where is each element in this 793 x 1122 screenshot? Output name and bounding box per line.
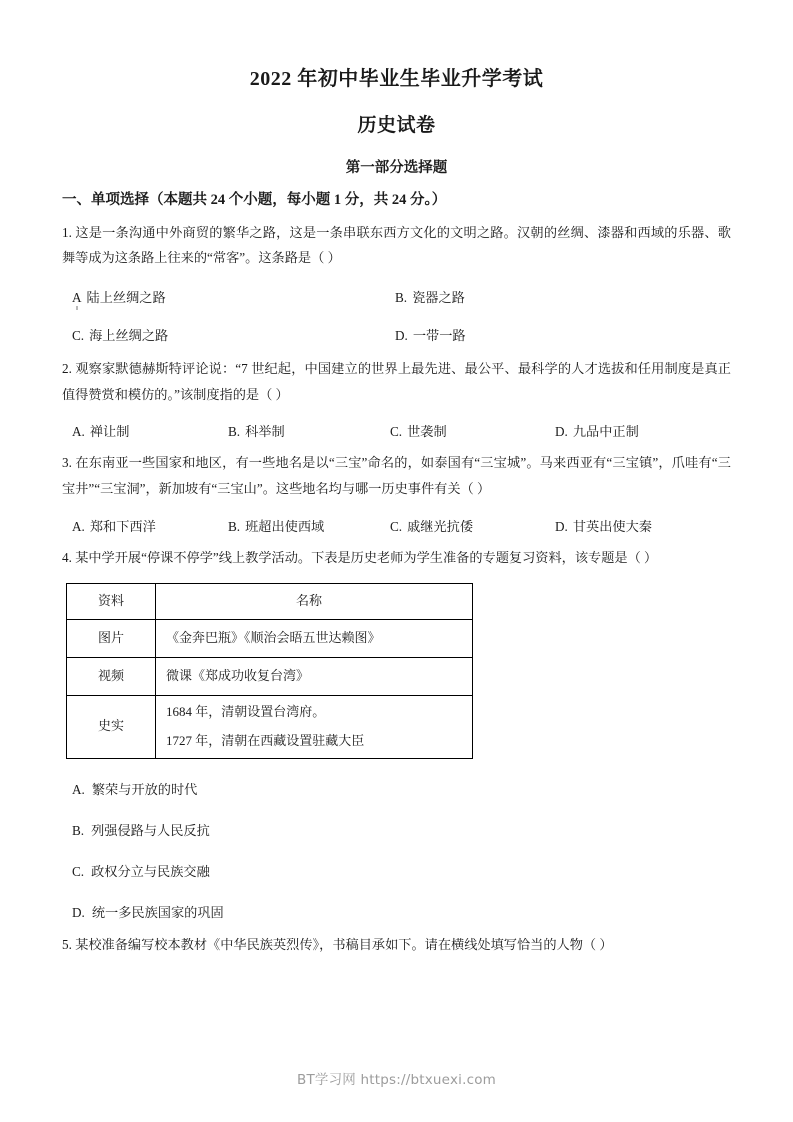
table-header-name: 名称 — [156, 583, 473, 619]
option-text: 戚继光抗倭 — [407, 518, 474, 534]
option-4-C[interactable] — [62, 841, 731, 882]
option-text: 一带一路 — [412, 328, 466, 344]
option-1-D[interactable] — [395, 325, 466, 346]
option-label: D. — [555, 518, 568, 534]
question-1-text: 1. 这是一条沟通中外商贸的繁华之路，这是一条串联东西方文化的文明之路。汉朝的丝绸、漆器和西域的乐器、歌舞等成为这条路上往来的“常客”。这条路是（ ） — [62, 224, 731, 266]
option-text: 海上丝绸之路 — [89, 328, 169, 344]
page-title: 2022 年初中毕业生毕业升学考试 — [249, 68, 544, 90]
option-text: 列强侵路与人民反抗 — [91, 822, 210, 838]
option-label: C. — [390, 518, 403, 534]
option-3-D[interactable] — [555, 516, 652, 537]
table-row — [67, 619, 473, 657]
question-2-text: 2. 观察家默德赫斯特评论说：“7 世纪起，中国建立的世界上最先进、最公平、最科学的人才选拔和任用制度是真正值得赞赏和模仿的。”该制度指的是（ ） — [62, 361, 731, 402]
option-text: 繁荣与开放的时代 — [91, 781, 198, 797]
option-text: 禅让制 — [89, 424, 130, 440]
option-text: 郑和下西洋 — [89, 518, 156, 534]
question-2-options-row — [62, 421, 731, 443]
option-2-A[interactable] — [72, 421, 129, 442]
option-label: C. — [72, 863, 85, 879]
option-label: B. — [395, 290, 408, 306]
table-row — [67, 657, 473, 695]
table-cell-name: 《金奔巴瓶》《顺治会晤五世达赖图》 — [156, 619, 473, 657]
table-cell-kind: 史实 — [67, 695, 156, 758]
table-header-kind: 资料 — [67, 583, 156, 619]
review-materials-table-wrapper — [62, 571, 731, 759]
option-label: A — [72, 290, 82, 306]
question-4-text: 4. 某中学开展“停课不停学”线上教学活动。下表是历史老师为学生准备的专题复习资料，该专题是（ ） — [62, 549, 658, 565]
question-1-options-row-2 — [62, 325, 731, 347]
option-label: C. — [390, 424, 403, 440]
footer-watermark: BT学习网 https://btxuexi.com — [296, 1072, 497, 1088]
option-4-B[interactable] — [62, 800, 731, 841]
option-2-D[interactable] — [555, 421, 639, 442]
option-label: B. — [228, 424, 241, 440]
option-text: 陆上丝绸之路 — [86, 290, 166, 306]
option-label: D. — [72, 905, 85, 921]
table-cell-kind: 图片 — [67, 619, 156, 657]
option-3-C[interactable] — [390, 516, 473, 537]
option-1-C[interactable] — [72, 325, 168, 346]
page-subtitle: 历史试卷 — [357, 115, 436, 136]
stray-mark — [76, 306, 78, 310]
question-3-text: 3. 在东南亚一些国家和地区，有一些地名是以“三宝”命名的，如泰国有“三宝城”。马来西亚有“三宝镇”，爪哇有“三宝井”“三宝洞”，新加坡有“三宝山”。这些地名均与哪一历史事件有关（ ） — [62, 455, 731, 497]
option-text: 班超出使西域 — [245, 518, 325, 534]
option-2-B[interactable] — [228, 421, 285, 442]
option-text: 科举制 — [245, 424, 285, 440]
option-1-A[interactable] — [72, 287, 166, 308]
table-row — [67, 695, 473, 758]
option-label: B. — [72, 822, 85, 838]
option-3-B[interactable] — [228, 516, 324, 537]
option-label: A. — [72, 424, 85, 440]
option-text: 世袭制 — [407, 424, 447, 440]
table-header-row — [67, 583, 473, 619]
option-label: D. — [395, 328, 408, 344]
part-title: 第一部分选择题 — [345, 159, 448, 176]
option-text: 政权分立与民族交融 — [91, 863, 210, 879]
option-text: 统一多民族国家的巩固 — [91, 905, 224, 921]
option-3-A[interactable] — [72, 516, 156, 537]
option-text: 瓷器之路 — [412, 290, 465, 306]
option-4-D[interactable] — [62, 882, 731, 923]
section-heading: 一、单项选择（本题共 24 个小题，每小题 1 分，共 24 分。） — [62, 191, 447, 208]
question-5-text: 5. 某校准备编写校本教材《中华民族英烈传》，书稿目承如下。请在横线处填写恰当的人物（ ） — [62, 937, 613, 953]
option-2-C[interactable] — [390, 421, 447, 442]
option-1-B[interactable] — [395, 287, 465, 308]
option-4-A[interactable] — [62, 759, 731, 800]
option-label: C. — [72, 328, 85, 344]
option-label: A. — [72, 781, 85, 797]
question-1-options-row-1 — [62, 287, 731, 309]
option-label: D. — [555, 424, 568, 440]
option-label: A. — [72, 518, 85, 534]
table-cell-kind: 视频 — [67, 657, 156, 695]
question-3-options-row — [62, 516, 731, 538]
review-materials-table — [66, 583, 473, 759]
option-text: 九品中正制 — [572, 424, 639, 440]
option-text: 甘英出使大秦 — [572, 518, 652, 534]
fact-line: 1727 年，清朝在西藏设置驻藏大臣 — [166, 733, 365, 749]
fact-line: 1684 年，清朝设置台湾府。 — [166, 703, 326, 719]
table-cell-name: 微课《郑成功收复台湾》 — [156, 657, 473, 695]
table-cell-facts — [156, 695, 473, 758]
option-label: B. — [228, 518, 241, 534]
